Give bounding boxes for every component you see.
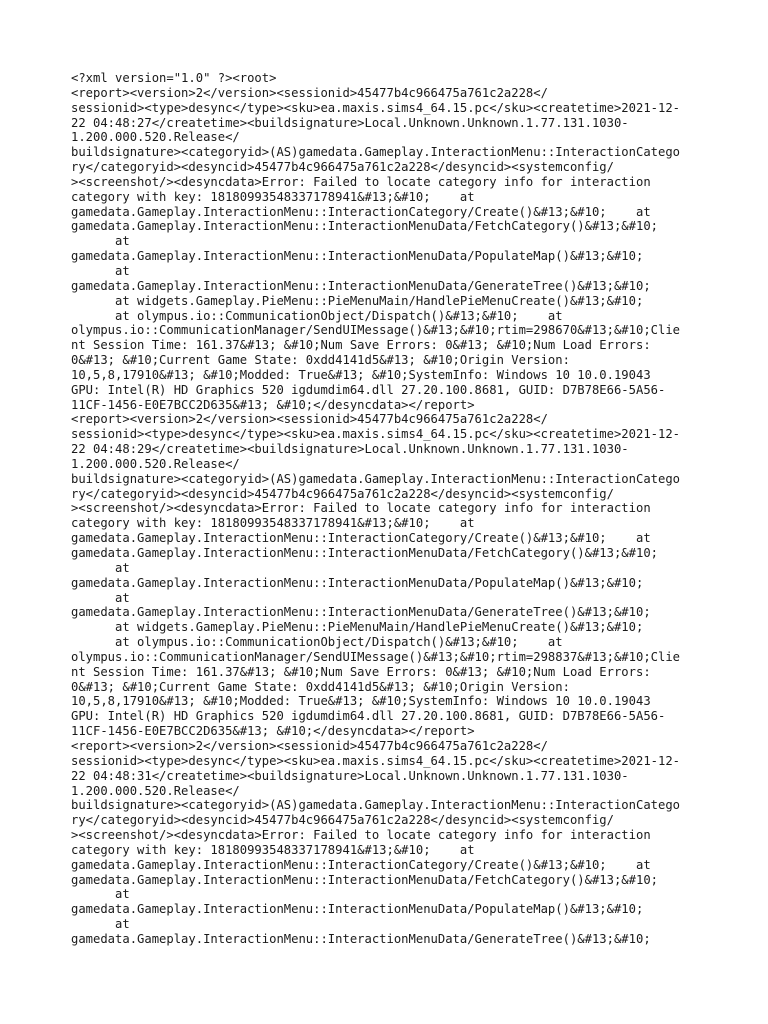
document-line: 22 04:48:31</createtime><buildsignature>Local.Unknown.Unknown.1.77.131.1030-	[71, 768, 629, 783]
document-line: 11CF-1456-E0E7BCC2D635&#13; &#10;</desyncdata></report>	[71, 724, 475, 739]
document-line: gamedata.Gameplay.InteractionMenu::InteractionMenuData/PopulateMap()&#13;&#10;	[71, 575, 644, 590]
document-line: GPU: Intel(R) HD Graphics 520 igdumdim64.dll 27.20.100.8681, GUID: D7B78E66-5A56-	[71, 382, 666, 397]
document-line: 1.200.000.520.Release</	[71, 130, 240, 145]
document-line: ><screenshot/><desyncdata>Error: Failed to locate category info for interaction	[71, 828, 651, 843]
document-line: sessionid><type>desync</type><sku>ea.maxis.sims4_64.15.pc</sku><createtime>2021-12-	[71, 427, 681, 442]
document-line: nt Session Time: 161.37&#13; &#10;Num Save Errors: 0&#13; &#10;Num Load Errors:	[71, 338, 651, 353]
document-line: category with key: 18180993548337178941&#13;&#10; at	[71, 516, 475, 531]
document-line: category with key: 18180993548337178941&#13;&#10; at	[71, 842, 475, 857]
document-line: at olympus.io::CommunicationObject/Dispatch()&#13;&#10; at	[71, 635, 563, 650]
document-line: <report><version>2</version><sessionid>45477b4c966475a761c2a228</	[71, 412, 548, 427]
document-line: ry</categoryid><desyncid>45477b4c966475a761c2a228</desyncid><systemconfig/	[71, 160, 614, 175]
document-line: buildsignature><categoryid>(AS)gamedata.Gameplay.InteractionMenu::InteractionCatego	[71, 471, 681, 486]
document-line: 0&#13; &#10;Current Game State: 0xdd4141d5&#13; &#10;Origin Version:	[71, 679, 570, 694]
document-line: gamedata.Gameplay.InteractionMenu::InteractionMenuData/FetchCategory()&#13;&#10;	[71, 219, 658, 234]
document-line: buildsignature><categoryid>(AS)gamedata.Gameplay.InteractionMenu::InteractionCatego	[71, 145, 681, 160]
document-line: category with key: 18180993548337178941&#13;&#10; at	[71, 189, 475, 204]
document-line: GPU: Intel(R) HD Graphics 520 igdumdim64.dll 27.20.100.8681, GUID: D7B78E66-5A56-	[71, 709, 666, 724]
document-line: gamedata.Gameplay.InteractionMenu::InteractionMenuData/GenerateTree()&#13;&#10;	[71, 605, 651, 620]
document-line: gamedata.Gameplay.InteractionMenu::InteractionCategory/Create()&#13;&#10; at	[71, 857, 651, 872]
document-line: at widgets.Gameplay.PieMenu::PieMenuMain/HandlePieMenuCreate()&#13;&#10;	[71, 620, 644, 635]
document-line: sessionid><type>desync</type><sku>ea.maxis.sims4_64.15.pc</sku><createtime>2021-12-	[71, 753, 681, 768]
document-line: olympus.io::CommunicationManager/SendUIMessage()&#13;&#10;rtim=298670&#13;&#10;Clie	[71, 323, 681, 338]
document-line: 10,5,8,17910&#13; &#10;Modded: True&#13; &#10;SystemInfo: Windows 10 10.0.19043	[71, 367, 651, 382]
document-line: gamedata.Gameplay.InteractionMenu::InteractionMenuData/PopulateMap()&#13;&#10;	[71, 902, 644, 917]
document-line: ry</categoryid><desyncid>45477b4c966475a761c2a228</desyncid><systemconfig/	[71, 486, 614, 501]
document-line: nt Session Time: 161.37&#13; &#10;Num Save Errors: 0&#13; &#10;Num Load Errors:	[71, 664, 651, 679]
document-line: 22 04:48:29</createtime><buildsignature>Local.Unknown.Unknown.1.77.131.1030-	[71, 442, 629, 457]
document-line: ><screenshot/><desyncdata>Error: Failed to locate category info for interaction	[71, 501, 651, 516]
document-line: gamedata.Gameplay.InteractionMenu::InteractionMenuData/FetchCategory()&#13;&#10;	[71, 872, 658, 887]
document-line: gamedata.Gameplay.InteractionMenu::InteractionMenuData/FetchCategory()&#13;&#10;	[71, 546, 658, 560]
document-body	[71, 71, 711, 947]
document-line: at	[71, 234, 130, 249]
document-line: at	[71, 560, 130, 575]
document-line: gamedata.Gameplay.InteractionMenu::InteractionMenuData/GenerateTree()&#13;&#10;	[71, 278, 651, 293]
document-line: at	[71, 263, 130, 278]
document-line: ry</categoryid><desyncid>45477b4c966475a761c2a228</desyncid><systemconfig/	[71, 813, 614, 828]
document-line: sessionid><type>desync</type><sku>ea.maxis.sims4_64.15.pc</sku><createtime>2021-12-	[71, 100, 681, 115]
document-line: <?xml version="1.0" ?><root>	[71, 71, 277, 85]
document-line: 11CF-1456-E0E7BCC2D635&#13; &#10;</desyncdata></report>	[71, 397, 475, 412]
document-line: gamedata.Gameplay.InteractionMenu::InteractionCategory/Create()&#13;&#10; at	[71, 204, 651, 219]
document-line: gamedata.Gameplay.InteractionMenu::InteractionCategory/Create()&#13;&#10; at	[71, 531, 651, 546]
document-line: 22 04:48:27</createtime><buildsignature>Local.Unknown.Unknown.1.77.131.1030-	[71, 115, 629, 130]
document-line: at	[71, 887, 130, 902]
document-line: at	[71, 590, 130, 605]
document-line: 0&#13; &#10;Current Game State: 0xdd4141d5&#13; &#10;Origin Version:	[71, 353, 570, 368]
document-line: buildsignature><categoryid>(AS)gamedata.Gameplay.InteractionMenu::InteractionCatego	[71, 798, 681, 813]
document-line: ><screenshot/><desyncdata>Error: Failed to locate category info for interaction	[71, 174, 651, 189]
document-line: gamedata.Gameplay.InteractionMenu::InteractionMenuData/GenerateTree()&#13;&#10;	[71, 931, 651, 946]
document-line: at	[71, 917, 130, 932]
document-line: <report><version>2</version><sessionid>45477b4c966475a761c2a228</	[71, 85, 548, 100]
document-line: at widgets.Gameplay.PieMenu::PieMenuMain/HandlePieMenuCreate()&#13;&#10;	[71, 293, 644, 308]
document-line: gamedata.Gameplay.InteractionMenu::InteractionMenuData/PopulateMap()&#13;&#10;	[71, 249, 644, 264]
document-line: olympus.io::CommunicationManager/SendUIMessage()&#13;&#10;rtim=298837&#13;&#10;Clie	[71, 649, 681, 664]
document-line: <report><version>2</version><sessionid>45477b4c966475a761c2a228</	[71, 738, 548, 753]
document-line: 1.200.000.520.Release</	[71, 783, 240, 798]
document-line: at olympus.io::CommunicationObject/Dispatch()&#13;&#10; at	[71, 308, 563, 323]
document-line: 10,5,8,17910&#13; &#10;Modded: True&#13; &#10;SystemInfo: Windows 10 10.0.19043	[71, 694, 651, 709]
document-line: 1.200.000.520.Release</	[71, 456, 240, 471]
